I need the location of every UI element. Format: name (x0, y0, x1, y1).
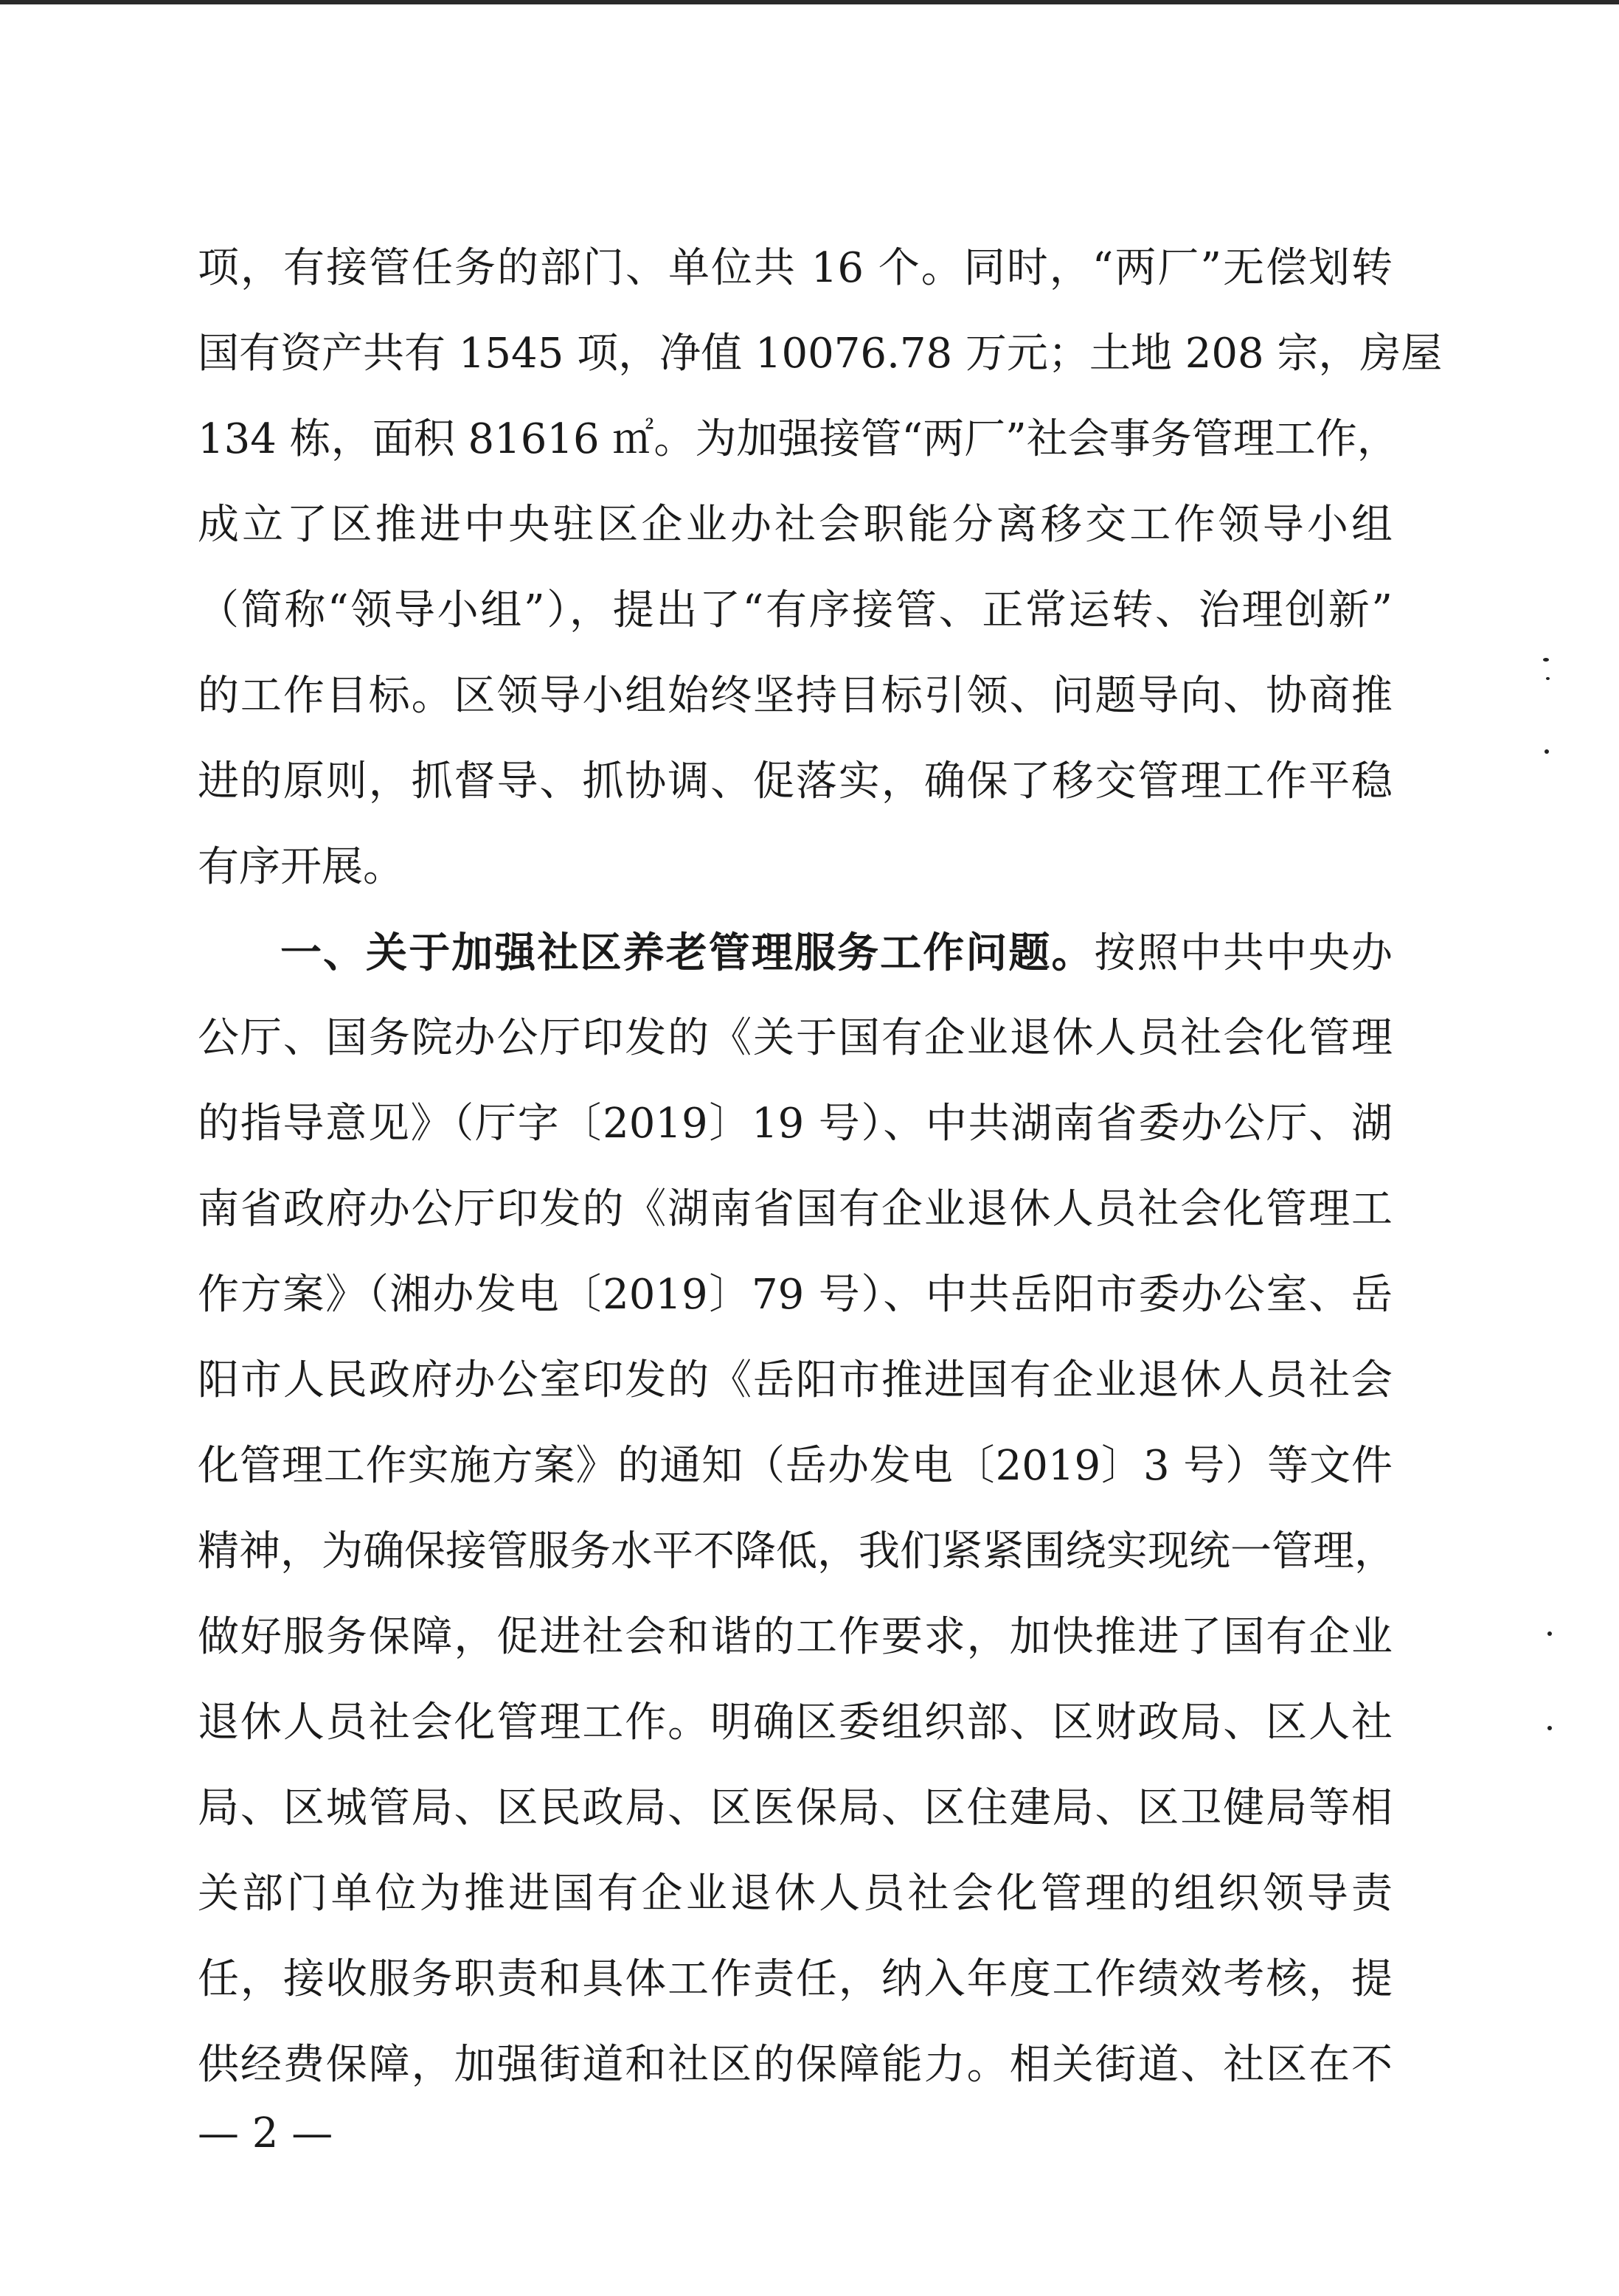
text-line: 局、区城管局、区民政局、区医保局、区住建局、区卫健局等相 (198, 1784, 1393, 1832)
page-number: — 2 — (198, 2109, 333, 2157)
text-line: 作方案》（湘办发电〔2019〕79 号）、中共岳阳市委办公室、岳 (198, 1271, 1393, 1319)
text-line: 供经费保障，加强街道和社区的保障能力。相关街道、社区在不 (198, 2041, 1393, 2089)
heading-line-text: 按照中共中央办 (1094, 929, 1393, 977)
scan-speck (1543, 658, 1549, 662)
text-line: 国有资产共有 1545 项，净值 10076.78 万元；土地 208 宗，房屋 (198, 330, 1443, 378)
scan-speck (1547, 1726, 1552, 1730)
text-line: 项，有接管任务的部门、单位共 16 个。同时，“两厂”无偿划转 (198, 244, 1393, 292)
text-line: 化管理工作实施方案》的通知（岳办发电〔2019〕3 号）等文件 (198, 1442, 1393, 1490)
text-line: （简称“领导小组”），提出了“有序接管、正常运转、治理创新” (198, 586, 1393, 634)
text-line: 阳市人民政府办公室印发的《岳阳市推进国有企业退休人员社会 (198, 1356, 1393, 1404)
text-line: 精神，为确保接管服务水平不降低，我们紧紧围绕实现统一管理， (198, 1527, 1396, 1575)
text-line: 退休人员社会化管理工作。明确区委组织部、区财政局、区人社 (198, 1699, 1393, 1747)
scan-speck (1546, 677, 1550, 680)
text-line: 的指导意见》（厅字〔2019〕19 号）、中共湖南省委办公厅、湖 (198, 1100, 1393, 1148)
text-line: 进的原则，抓督导、抓协调、促落实，确保了移交管理工作平稳 (198, 757, 1393, 805)
section-heading-line (280, 910, 1393, 996)
scan-speck (1545, 749, 1549, 754)
text-line: 的工作目标。区领导小组始终坚持目标引领、问题导向、协商推 (198, 672, 1393, 720)
text-line: 有序开展。 (198, 843, 404, 891)
section-heading: 一、关于加强社区养老管理服务工作问题。 (280, 929, 1095, 977)
text-line: 任，接收服务职责和具体工作责任，纳入年度工作绩效考核，提 (198, 1955, 1393, 2003)
text-line: 南省政府办公厅印发的《湖南省国有企业退休人员社会化管理工 (198, 1185, 1393, 1233)
text-line: 134 栋，面积 81616 ㎡。为加强接管“两厂”社会事务管理工作， (198, 415, 1398, 463)
text-line: 做好服务保障，促进社会和谐的工作要求，加快推进了国有企业 (198, 1613, 1393, 1661)
scan-speck (1547, 1631, 1552, 1636)
text-line: 成立了区推进中央驻区企业办社会职能分离移交工作领导小组 (198, 501, 1393, 549)
text-line: 关部门单位为推进国有企业退休人员社会化管理的组织领导责 (198, 1870, 1393, 1918)
scan-top-edge (0, 0, 1619, 4)
text-line: 公厅、国务院办公厅印发的《关于国有企业退休人员社会化管理 (198, 1014, 1393, 1062)
